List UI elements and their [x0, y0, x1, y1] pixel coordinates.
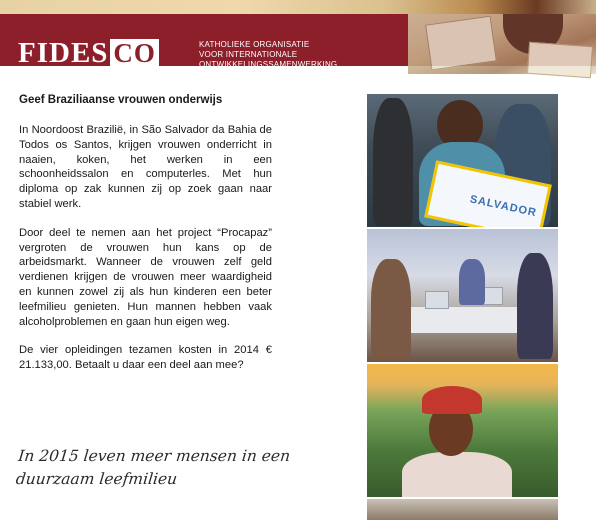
tagline-line: VOOR INTERNATIONALE	[199, 50, 298, 59]
photo-smiling-woman	[367, 364, 558, 499]
article-paragraph: In Noordoost Brazilië, in São Salvador da Bahia de Todos os Santos, krijgen vrouwen onderricht in naaien, koken, het werken in een schoonheidssalon en computerles. Met hun diploma op zak kunnen zij op zoek gaan naar stabiel werk.	[19, 124, 272, 210]
photo-diploma-woman	[367, 94, 558, 229]
logo-text-fides: FIDES	[18, 37, 109, 69]
handwritten-slogan	[15, 445, 340, 491]
card-image	[527, 42, 593, 78]
photo-sewing-class	[367, 229, 558, 364]
photo-column	[367, 94, 558, 522]
header-photo-collage	[408, 14, 596, 74]
slogan-line: duurzaam leefmilieu	[14, 470, 179, 488]
header-banner	[0, 14, 596, 69]
diploma-text: SALVADOR	[468, 193, 538, 220]
article-body	[19, 93, 272, 387]
organisation-tagline	[199, 40, 337, 70]
tagline-line: ONTWIKKELINGSSAMENWERKING	[199, 60, 338, 69]
photo-partial	[367, 499, 558, 522]
article-paragraph: De vier opleidingen tezamen kosten in 2014 € 21.133,00. Betaalt u daar een deel aan mee?	[19, 344, 272, 372]
slogan-line: In 2015 leven meer mensen in een	[17, 447, 292, 465]
stamp-image	[425, 16, 497, 71]
shirt-shape	[402, 452, 512, 499]
article-title: Geef Braziliaanse vrouwen onderwijs	[19, 94, 223, 106]
fidesco-logo	[18, 39, 159, 67]
tagline-line: KATHOLIEKE ORGANISATIE	[199, 40, 310, 49]
logo-text-co: CO	[110, 39, 159, 67]
hat-shape	[422, 386, 482, 414]
article-paragraph: Door deel te nemen aan het project “Procapaz” vergroten de vrouwen hun kans op de arbeidsmarkt. Wanneer de vrouwen zelf geld verdienen krijgen de vrouwen meer waardigheid en kunnen zowel zij als hun kinderen een beter leefmilieu genieten. Hun mannen hebben vaak alcoholproblemen en gaan hun eigen weg.	[19, 226, 272, 328]
header-decor-strip	[0, 0, 596, 14]
